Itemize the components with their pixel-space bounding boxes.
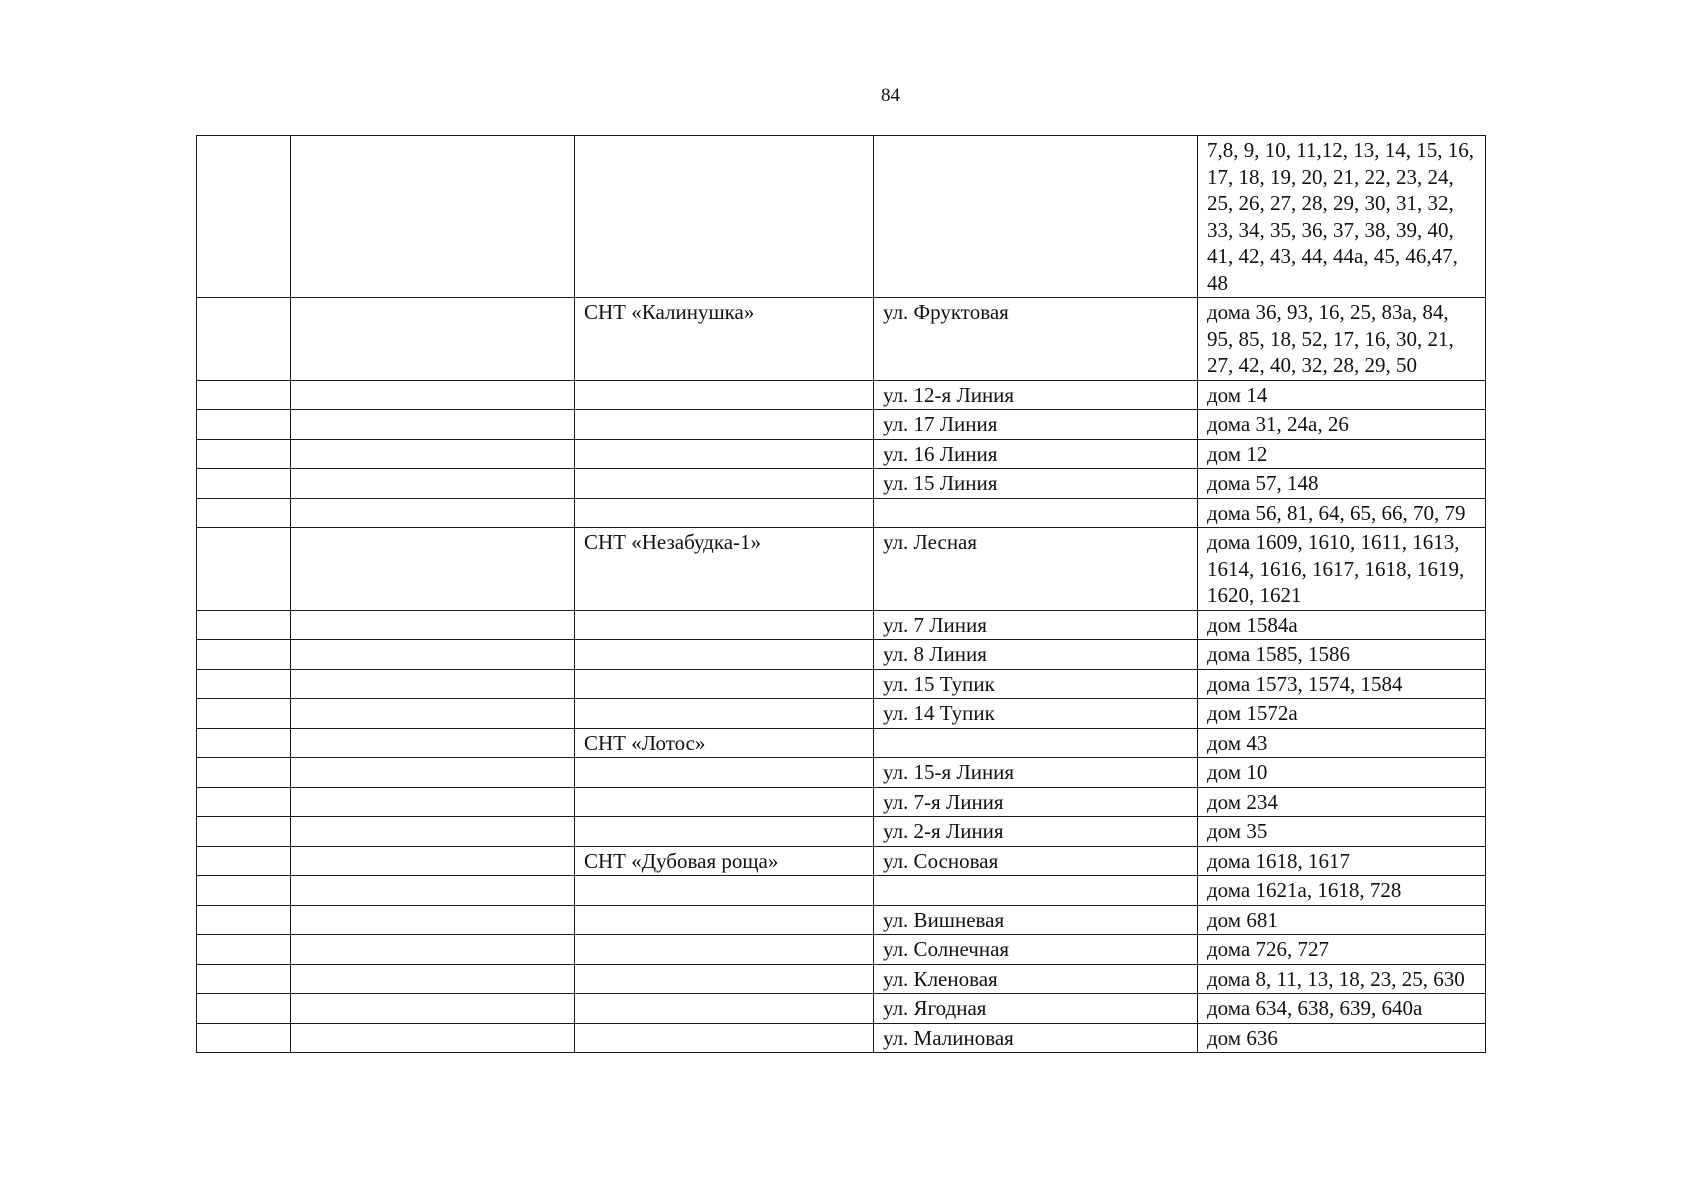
street-cell: ул. 15 Тупик	[874, 669, 1198, 699]
houses-cell: дом 636	[1198, 1023, 1486, 1053]
district-cell	[291, 787, 575, 817]
page-number: 84	[881, 85, 900, 106]
table-row	[197, 640, 1486, 670]
number-cell	[197, 498, 291, 528]
table-row	[197, 469, 1486, 499]
district-cell	[291, 699, 575, 729]
table-row	[197, 817, 1486, 847]
district-cell	[291, 935, 575, 965]
houses-cell: дома 57, 148	[1198, 469, 1486, 499]
table-row	[197, 528, 1486, 611]
table-row	[197, 994, 1486, 1024]
table-row	[197, 905, 1486, 935]
street-cell	[874, 876, 1198, 906]
table-row	[197, 728, 1486, 758]
snt-cell	[575, 439, 874, 469]
houses-cell: дом 234	[1198, 787, 1486, 817]
district-cell	[291, 876, 575, 906]
street-cell: ул. 15-я Линия	[874, 758, 1198, 788]
snt-cell: СНТ «Калинушка»	[575, 298, 874, 381]
houses-cell: дома 1585, 1586	[1198, 640, 1486, 670]
houses-cell: дом 1572а	[1198, 699, 1486, 729]
street-cell: ул. 7-я Линия	[874, 787, 1198, 817]
table-row	[197, 136, 1486, 298]
table-row	[197, 380, 1486, 410]
street-cell: ул. 15 Линия	[874, 469, 1198, 499]
snt-cell: СНТ «Дубовая роща»	[575, 846, 874, 876]
street-cell: ул. 14 Тупик	[874, 699, 1198, 729]
settlement-address-table	[196, 135, 1486, 1053]
number-cell	[197, 817, 291, 847]
houses-cell: дом 1584а	[1198, 610, 1486, 640]
street-cell: ул. Сосновая	[874, 846, 1198, 876]
snt-cell	[575, 136, 874, 298]
houses-cell: дома 31, 24а, 26	[1198, 410, 1486, 440]
snt-cell	[575, 640, 874, 670]
street-cell: ул. 12-я Линия	[874, 380, 1198, 410]
table-row	[197, 610, 1486, 640]
number-cell	[197, 469, 291, 499]
street-cell: ул. 16 Линия	[874, 439, 1198, 469]
houses-cell: дома 1573, 1574, 1584	[1198, 669, 1486, 699]
number-cell	[197, 846, 291, 876]
number-cell	[197, 528, 291, 611]
street-cell: ул. 17 Линия	[874, 410, 1198, 440]
district-cell	[291, 469, 575, 499]
street-cell: ул. Фруктовая	[874, 298, 1198, 381]
houses-cell: дома 1618, 1617	[1198, 846, 1486, 876]
houses-cell: дома 1621а, 1618, 728	[1198, 876, 1486, 906]
number-cell	[197, 410, 291, 440]
houses-cell: дома 8, 11, 13, 18, 23, 25, 630	[1198, 964, 1486, 994]
table-row	[197, 498, 1486, 528]
number-cell	[197, 728, 291, 758]
number-cell	[197, 876, 291, 906]
district-cell	[291, 136, 575, 298]
number-cell	[197, 758, 291, 788]
snt-cell	[575, 498, 874, 528]
district-cell	[291, 994, 575, 1024]
district-cell	[291, 728, 575, 758]
table-row	[197, 846, 1486, 876]
snt-cell	[575, 469, 874, 499]
number-cell	[197, 136, 291, 298]
table-row	[197, 298, 1486, 381]
district-cell	[291, 817, 575, 847]
snt-cell	[575, 787, 874, 817]
district-cell	[291, 610, 575, 640]
number-cell	[197, 964, 291, 994]
snt-cell	[575, 964, 874, 994]
street-cell: ул. Вишневая	[874, 905, 1198, 935]
table-row	[197, 876, 1486, 906]
street-cell: ул. Солнечная	[874, 935, 1198, 965]
district-cell	[291, 498, 575, 528]
number-cell	[197, 905, 291, 935]
street-cell: ул. Ягодная	[874, 994, 1198, 1024]
houses-cell: дом 14	[1198, 380, 1486, 410]
number-cell	[197, 935, 291, 965]
street-cell: ул. 8 Линия	[874, 640, 1198, 670]
district-cell	[291, 528, 575, 611]
district-cell	[291, 905, 575, 935]
district-cell	[291, 758, 575, 788]
district-cell	[291, 964, 575, 994]
houses-cell: дома 726, 727	[1198, 935, 1486, 965]
houses-cell: дома 36, 93, 16, 25, 83а, 84, 95, 85, 18, 52, 17, 16, 30, 21, 27, 42, 40, 32, 28, 29, 50	[1198, 298, 1486, 381]
number-cell	[197, 669, 291, 699]
snt-cell	[575, 817, 874, 847]
houses-cell: дома 1609, 1610, 1611, 1613, 1614, 1616, 1617, 1618, 1619, 1620, 1621	[1198, 528, 1486, 611]
table-row	[197, 935, 1486, 965]
snt-cell	[575, 610, 874, 640]
number-cell	[197, 298, 291, 381]
street-cell	[874, 136, 1198, 298]
snt-cell: СНТ «Незабудка-1»	[575, 528, 874, 611]
houses-cell: дом 43	[1198, 728, 1486, 758]
table-row	[197, 439, 1486, 469]
table-row	[197, 787, 1486, 817]
snt-cell	[575, 669, 874, 699]
houses-cell: дом 10	[1198, 758, 1486, 788]
snt-cell	[575, 994, 874, 1024]
snt-cell	[575, 380, 874, 410]
houses-cell: дом 12	[1198, 439, 1486, 469]
table-body	[197, 136, 1486, 1053]
street-cell: ул. Кленовая	[874, 964, 1198, 994]
number-cell	[197, 380, 291, 410]
street-cell: ул. Лесная	[874, 528, 1198, 611]
number-cell	[197, 787, 291, 817]
number-cell	[197, 439, 291, 469]
table-row	[197, 1023, 1486, 1053]
district-cell	[291, 298, 575, 381]
snt-cell	[575, 410, 874, 440]
number-cell	[197, 610, 291, 640]
number-cell	[197, 640, 291, 670]
snt-cell: СНТ «Лотос»	[575, 728, 874, 758]
street-cell	[874, 498, 1198, 528]
snt-cell	[575, 876, 874, 906]
district-cell	[291, 1023, 575, 1053]
table-row	[197, 410, 1486, 440]
table-row	[197, 669, 1486, 699]
houses-cell: дом 35	[1198, 817, 1486, 847]
table-row	[197, 699, 1486, 729]
street-cell: ул. Малиновая	[874, 1023, 1198, 1053]
district-cell	[291, 380, 575, 410]
houses-cell: 7,8, 9, 10, 11,12, 13, 14, 15, 16, 17, 18, 19, 20, 21, 22, 23, 24, 25, 26, 27, 28, 29, 30, 31, 32, 33, 34, 35, 36, 37, 38, 39, 40, 41, 42, 43, 44, 44а, 45, 46,47, 48	[1198, 136, 1486, 298]
snt-cell	[575, 905, 874, 935]
district-cell	[291, 410, 575, 440]
number-cell	[197, 1023, 291, 1053]
district-cell	[291, 669, 575, 699]
number-cell	[197, 994, 291, 1024]
houses-cell: дома 634, 638, 639, 640а	[1198, 994, 1486, 1024]
street-cell: ул. 2-я Линия	[874, 817, 1198, 847]
street-cell: ул. 7 Линия	[874, 610, 1198, 640]
table-row	[197, 964, 1486, 994]
table-row	[197, 758, 1486, 788]
houses-cell: дома 56, 81, 64, 65, 66, 70, 79	[1198, 498, 1486, 528]
street-cell	[874, 728, 1198, 758]
district-cell	[291, 640, 575, 670]
district-cell	[291, 846, 575, 876]
snt-cell	[575, 758, 874, 788]
number-cell	[197, 699, 291, 729]
snt-cell	[575, 935, 874, 965]
snt-cell	[575, 699, 874, 729]
snt-cell	[575, 1023, 874, 1053]
houses-cell: дом 681	[1198, 905, 1486, 935]
district-cell	[291, 439, 575, 469]
